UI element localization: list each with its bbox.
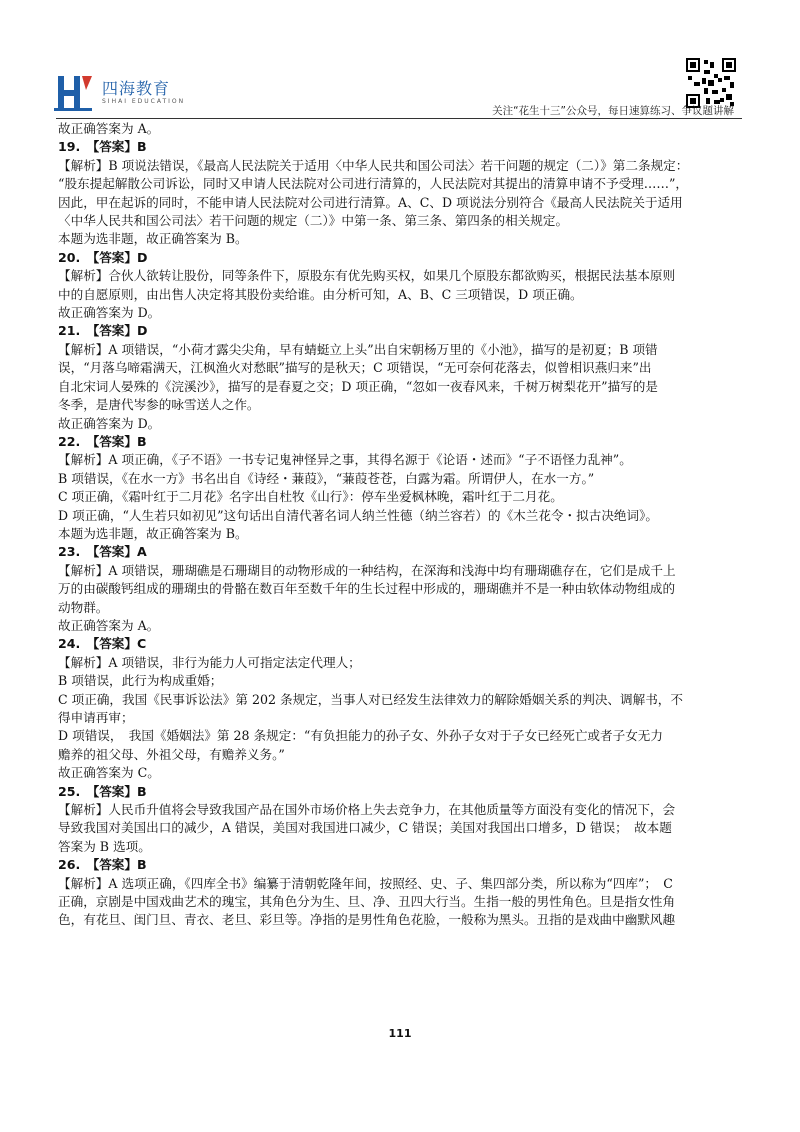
answer-content (58, 120, 748, 930)
text-line: 故正确答案为 D。 (58, 415, 161, 431)
page-number: 111 (388, 1027, 412, 1040)
text-line: 正确，京剧是中国戏曲艺术的瑰宝，其角色分为生、旦、净、丑四大行当。生指一般的男性角色。旦是指女性角 (58, 894, 676, 910)
text-line: D 项错误， 我国《婚姻法》第 28 条规定：“有负担能力的孙子女、外孙子女对于子女已经死亡或者子女无力 (58, 728, 663, 744)
text-line: 本题为选非题，故正确答案为 B。 (58, 525, 248, 541)
text-line: 【解析】A 项正确，《子不语》一书专记鬼神怪异之事，其得名源于《论语・述而》“子不语怪力乱神”。 (58, 452, 632, 468)
text-line: 得申请再审； (58, 710, 134, 725)
text-line: C 项正确，《霜叶红于二月花》名字出自杜牧《山行》：停车坐爱枫林晚，霜叶红于二月花。 (58, 489, 563, 505)
text-line: 中的自愿原则，由出售人决定将其股份卖给谁。由分析可知，A、B、C 三项错误，D 项正确。 (58, 286, 583, 302)
header-rule (56, 118, 742, 119)
text-line: 误，“月落乌啼霜满天，江枫渔火对愁眠”描写的是秋天；C 项错误，“无可奈何花落去，似曾相识燕归来”出 (58, 360, 652, 376)
answer-heading: 20. 【答案】D (58, 249, 148, 265)
text-line: C 项正确，我国《民事诉讼法》第 202 条规定，当事人对已经发生法律效力的解除婚姻关系的判决、调解书，不 (58, 691, 683, 707)
answer-heading: 24. 【答案】C (58, 636, 147, 652)
logo-text: 四海教育 (102, 79, 171, 98)
text-line: 【解析】人民币升值将会导致我国产品在国外市场价格上失去竞争力，在其他质量等方面没有变化的情况下，会 (58, 802, 676, 818)
text-line: 动物群。 (58, 599, 109, 615)
text-line: 导致我国对美国出口的减少，A 错误，美国对我国进口减少，C 错误；美国对我国出口增多，D 错误； 故本题 (58, 820, 672, 836)
text-line: 万的由碳酸钙组成的珊瑚虫的骨骼在数百年至数千年的生长过程中形成的，珊瑚礁并不是一种由软体动物组成的 (58, 581, 676, 597)
text-line: 【解析】A 项错误，珊瑚礁是石珊瑚目的动物形成的一种结构，在深海和浅海中均有珊瑚礁存在，它们是成千上 (58, 562, 676, 578)
qr-code-icon (686, 58, 736, 108)
text-line: 【解析】合伙人欲转让股份，同等条件下，原股东有优先购买权，如果几个原股东都欲购买，根据民法基本原则 (58, 268, 676, 284)
logo (52, 70, 192, 116)
answer-heading: 26. 【答案】B (58, 857, 147, 873)
text-line: 【解析】B 项说法错误，《最高人民法院关于适用〈中华人民共和国公司法〉若干问题的规定（二）》第二条规定： (58, 157, 689, 173)
text-line: “股东提起解散公司诉讼，同时又申请人民法院对公司进行清算的，人民法院对其提出的清算申请不予受理……”， (58, 176, 688, 192)
text-line: 本题为选非题，故正确答案为 B。 (58, 231, 248, 247)
page-header (0, 0, 800, 120)
text-line: 【解析】A 项错误，非行为能力人可指定法定代理人； (58, 654, 361, 670)
answer-heading: 21. 【答案】D (58, 323, 148, 339)
text-line: 冬季，是唐代岑参的咏雪送人之作。 (58, 397, 260, 413)
answer-heading: 22. 【答案】B (58, 433, 147, 449)
text-line: 故正确答案为 C。 (58, 765, 160, 781)
text-line: D 项正确，“人生若只如初见”这句话出自清代著名词人纳兰性德（纳兰容若）的《木兰花令・拟古决绝词》。 (58, 507, 658, 523)
logo-subtext: SIHAI EDUCATION (102, 98, 186, 105)
text-line: 【解析】A 选项正确，《四库全书》编纂于清朝乾隆年间，按照经、史、子、集四部分类，所以称为“四库”； C (58, 875, 673, 891)
text-line: 故正确答案为 D。 (58, 305, 161, 321)
text-line: 色，有花旦、闺门旦、青衣、老旦、彩旦等。净指的是男性角色花脸，一般称为黑头。丑指的是戏曲中幽默风趣 (58, 912, 676, 928)
text-line: 因此，甲在起诉的同时，不能申请人民法院对公司进行清算。A、C、D 项说法分别符合《最高人民法院关于适用 (58, 194, 683, 210)
text-line: B 项错误，此行为构成重婚； (58, 673, 223, 689)
text-line: 故正确答案为 A。 (58, 617, 160, 633)
text-line: B 项错误，《在水一方》书名出自《诗经・蒹葭》，“蒹葭苍苍，白露为霜。所谓伊人，在水一方。” (58, 470, 595, 486)
answer-heading: 23. 【答案】A (58, 544, 147, 560)
text-line: 故正确答案为 A。 (58, 121, 160, 136)
text-line: 〈中华人民共和国公司法〉若干问题的规定（二）》中第一条、第三条、第四条的相关规定。 (58, 213, 569, 229)
answer-heading: 19. 【答案】B (58, 139, 147, 155)
text-line: 自北宋词人晏殊的《浣溪沙》，描写的是春夏之交；D 项正确，“忽如一夜春风来，千树万树梨花开”描写的是 (58, 378, 658, 394)
text-line: 【解析】A 项错误，“小荷才露尖尖角，早有蜻蜓立上头”出自宋朝杨万里的《小池》，描写的是初夏；B 项错 (58, 341, 658, 357)
text-line: 答案为 B 选项。 (58, 838, 151, 854)
header-tagline: 关注“花生十三”公众号，每日速算练习、争议题讲解 (492, 105, 734, 117)
logo-mark-icon (52, 70, 96, 116)
answer-heading: 25. 【答案】B (58, 783, 147, 799)
text-line: 赡养的祖父母、外祖父母，有赡养义务。” (58, 746, 285, 762)
